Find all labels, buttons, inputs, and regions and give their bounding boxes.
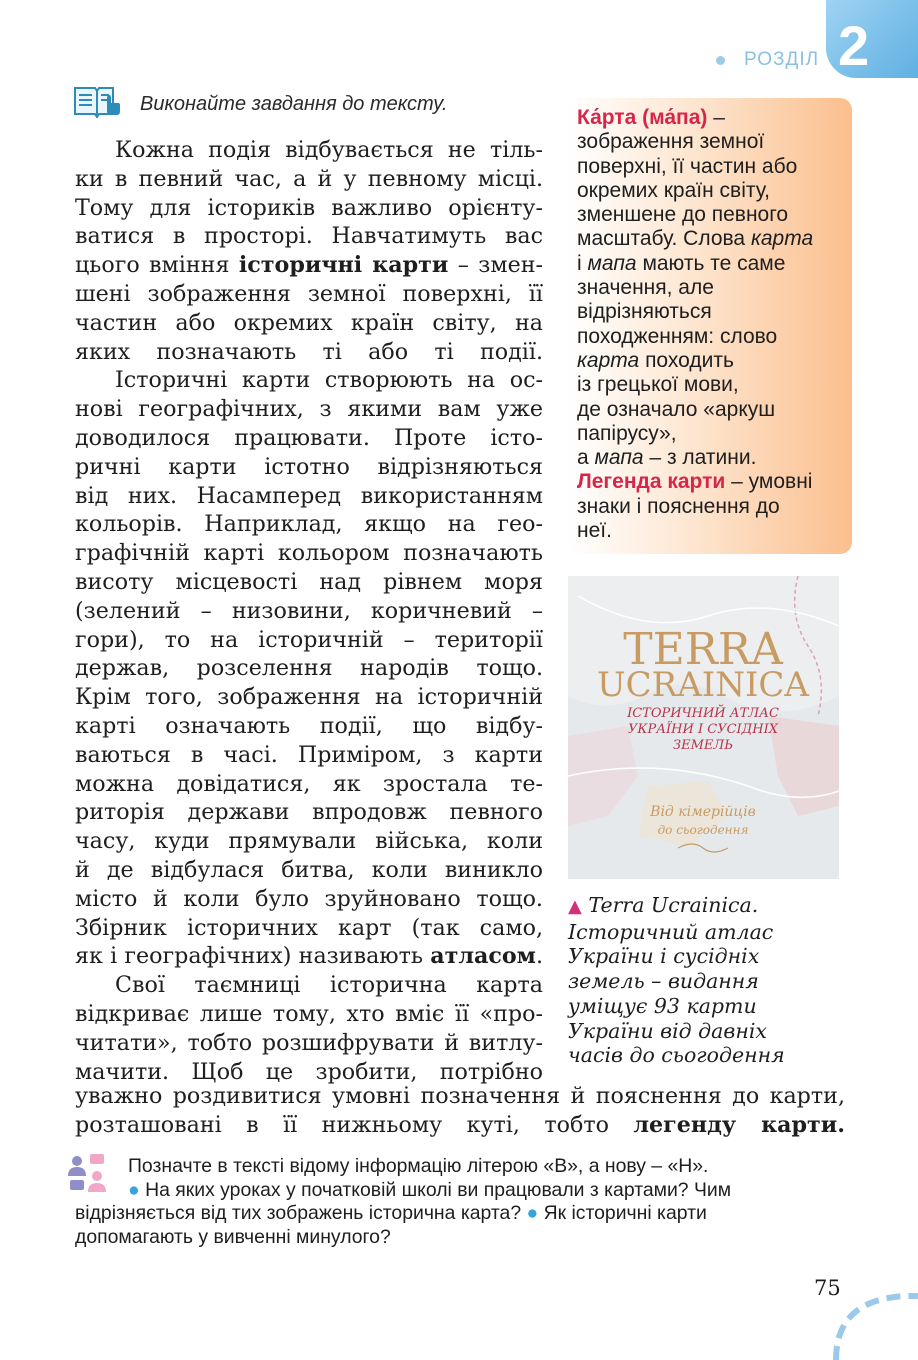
atlas-title-line1: TERRA — [623, 624, 783, 675]
paragraph-3-continued: уважно роздивитися умовні позначення й пояснення до карти, розташовані в її нижньому куті, тобто легенду карти. — [75, 1083, 845, 1138]
paragraph-2: Історичні карти створюють на ос- нові географічних, з якими вам уже доводилося працювати. Проте істо- ричні карти істотно відрізняються від них. Насамперед використанням кольорів. Наприклад, якщо на гео- графічній карті кольором позначають висоту місцевості над рівнем моря (зелений – низовини, коричневий – гори), то на історичній – території держав, розселення народів тощо. Крім того, зображення на історичній карті означають події, що відбу- ваються в часі. Приміром, з карти можна довідатися, як зростала те- риторія держави впродовж певного часу, куди прямували війська, коли й де відбулася битва, коли виникло місто й коли було зруйновано тощо. Збірник історичних карт (так само, як і географічних) називають атласом. — [75, 367, 543, 970]
bullet-icon: ● — [128, 1178, 140, 1201]
book-task-icon — [73, 84, 121, 118]
atlas-subtitle-1: ІСТОРИЧНИЙ АТЛАС — [627, 706, 779, 721]
atlas-script-2: до сьогодення — [657, 823, 749, 837]
image-caption: ▲ Terra Ucrainica. Історичний атлас України і сусідніх земель – видання уміщує 93 карти України від давніх часів до сьогодення — [568, 893, 785, 1068]
task-instruction: Виконайте завдання до тексту. — [140, 93, 448, 115]
section-dot — [716, 56, 725, 65]
term-historical-maps: історичні карти — [238, 252, 449, 279]
term-map-legend: легенду карти — [633, 1111, 838, 1138]
atlas-subtitle-3: ЗЕМЕЛЬ — [673, 738, 733, 753]
term-map: Ка́рта (ма́па) — [577, 106, 708, 129]
questions-block: Позначте в тексті відому інформацію літерою «В», а нову – «Н». ● На яких уроках у початковій школі ви працювали з картами? Чим відрізняється від тих зображень історична карта? ● Як історичні карти допомагають у вивченні минулого? — [75, 1155, 732, 1248]
bullet-icon: ● — [526, 1202, 539, 1224]
atlas-cover-image — [568, 576, 839, 879]
triangle-marker-icon: ▲ — [568, 896, 582, 917]
section-number: 2 — [838, 14, 870, 77]
atlas-subtitle-2: УКРАЇНИ І СУСІДНІХ — [628, 722, 778, 737]
atlas-title-line2: UCRAINICA — [596, 665, 810, 705]
page-number: 75 — [814, 1276, 841, 1300]
term-atlas: атласом — [430, 943, 536, 970]
paragraph-3: Свої таємниці історична карта відкриває лише тому, хто вміє її «про- читати», тобто розшифрувати й витлу- мачити. Щоб це зробити, потрібно — [75, 972, 543, 1085]
paragraph-1: Кожна подія відбувається не тіль- ки в певний час, а й у певному місці. Тому для істориків важливо орієнту- ватися в просторі. Навчатимуть вас цього вміння історичні карти – змен- шені зображення земної поверхні, її частин або окремих країн світу, на яких позначають ті або ті події. — [75, 137, 543, 365]
section-label: РОЗДІЛ — [744, 49, 820, 70]
main-text — [75, 136, 543, 1086]
atlas-script-1: Від кімерійців — [650, 804, 756, 820]
term-legend: Легенда карти — [577, 470, 726, 494]
corner-decoration — [828, 1282, 918, 1360]
definition-text: Ка́рта (ма́па) – зображення земної поверхні, її частин або окремих країн світу, зменшене до певного масштабу. Слова карта і мапа мають те саме значення, але відрізняються походженням: слово карта походить із грецької мови, де означало «аркуш папірусу», а мапа – з латини. Легенда карти – умовні знаки і пояснення до неї. — [577, 106, 814, 543]
